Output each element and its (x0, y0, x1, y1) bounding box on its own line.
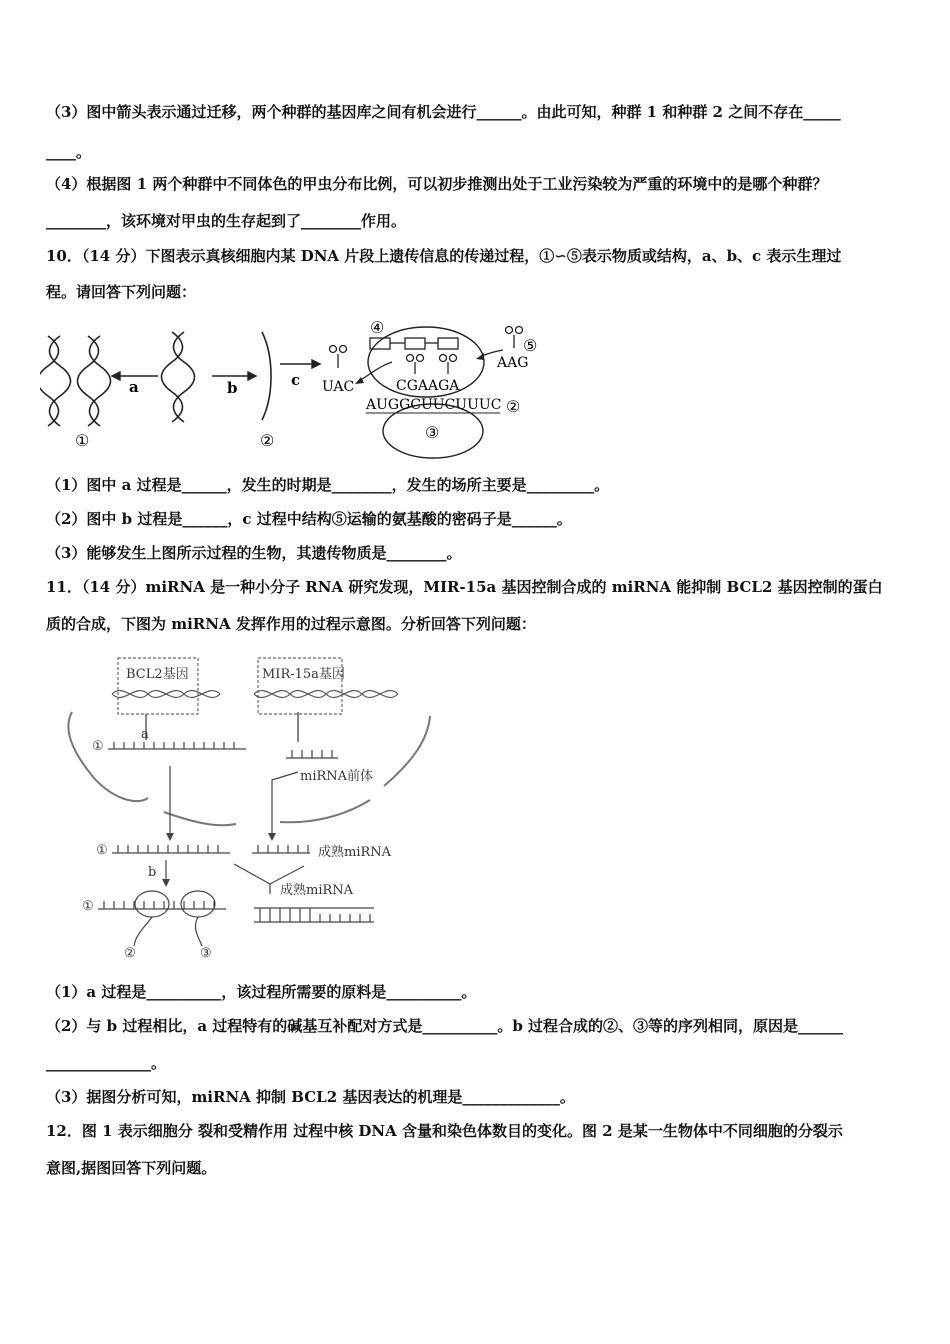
dna-helix-mir (254, 691, 398, 698)
mir15a-gene-label: MIR-15a基因 (262, 667, 345, 682)
mrna-strand-cytoplasm (112, 845, 230, 853)
num-2: ② (260, 431, 275, 450)
q10-part1: （1）图中 a 过程是______，发生的时期是________，发生的场所主要是_________。 (46, 476, 610, 494)
num-4: ④ (370, 318, 385, 337)
q10-part3: （3）能够发生上图所示过程的生物，其遗传物质是________。 (46, 544, 462, 562)
q10-stem-line2: 程。请回答下列问题： (46, 283, 197, 301)
mirna-precursor-strand (286, 750, 338, 758)
anticodon-uac: UAC (322, 379, 355, 395)
dna-helix-bcl2 (112, 691, 220, 698)
label-b: b (227, 379, 238, 397)
q9-part4-line2: ________，该环境对甲虫的生存起到了________作用。 (46, 212, 407, 230)
mirna-precursor-label: miRNA前体 (300, 769, 374, 784)
arrow-b-head (162, 879, 170, 887)
q9-part3-line1: （3）图中箭头表示通过迁移，两个种群的基因库之间有机会进行______。由此可知，种群 1 和种群 2 之间不存在_____ (46, 103, 841, 121)
dna-double-helix-2 (78, 336, 111, 426)
label-a: a (141, 727, 149, 742)
peptide-chain (370, 338, 458, 349)
q11-part3: （3）据图分析可知，miRNA 抑制 BCL2 基因表达的机理是_____________。 (46, 1088, 575, 1106)
arrow-trna-release-head (355, 377, 364, 384)
mrna-sequence: AUGGCUUCUUUC (366, 397, 502, 413)
q11-part1: （1）a 过程是__________，该过程所需要的原料是__________。 (46, 983, 477, 1001)
num-2-ribosome: ② (506, 397, 521, 416)
mature-mirna-label-1: 成熟miRNA (318, 845, 392, 860)
q10-stem-line1: 10．（14 分）下图表示真核细胞内某 DNA 片段上遗传信息的传递过程，①∽⑤表示物质或结构，a、b、c 表示生理过 (46, 247, 842, 265)
mrna-strand-curve (262, 332, 271, 420)
arrow-precursor-head (268, 833, 276, 841)
q9-part4-line1: （4）根据图 1 两个种群中不同体色的甲虫分布比例，可以初步推测出处于工业污染较为严重的环境中的是哪个种群？ (46, 175, 828, 193)
num-1-bottom: ① (82, 899, 94, 914)
num-1-top: ① (92, 739, 104, 754)
num-1-mid: ① (96, 843, 108, 858)
q11-stem-line1: 11．（14 分）miRNA 是一种小分子 RNA 研究发现，MIR-15a 基因控制合成的 miRNA 能抑制 BCL2 基因控制的蛋白 (46, 578, 883, 596)
trna-aag (506, 327, 523, 349)
mrna-with-ribosomes (98, 891, 226, 946)
num-3: ③ (200, 946, 212, 961)
num-1: ① (75, 431, 90, 450)
anticodons-in-ribosome: CGAAGA (396, 378, 460, 394)
anticodon-aag: AAG (497, 355, 529, 371)
dna-double-helix-3 (162, 332, 195, 422)
q12-stem-line2: 意图,据图回答下列问题。 (46, 1159, 217, 1177)
arrow-mrna-export-head (166, 833, 174, 841)
q11-figure (40, 650, 440, 970)
nuclear-envelope-right (384, 716, 430, 786)
q10-part2: （2）图中 b 过程是______，c 过程中结构⑤运输的氨基酸的密码子是______。 (46, 510, 572, 528)
mrna-strand-nucleus (108, 742, 246, 749)
mature-mirna-label-2: 成熟miRNA (280, 883, 354, 898)
dna-double-helix-1 (40, 336, 71, 426)
nuclear-envelope-bottom-right (280, 800, 370, 822)
arrow-precursor-to-mature (272, 772, 298, 835)
mirna-mrna-complex (254, 908, 374, 922)
num-3: ③ (425, 423, 440, 442)
label-c: c (291, 371, 301, 389)
arrow-trna-enter-head (476, 353, 484, 360)
q10-figure (40, 314, 540, 464)
q11-stem-line2: 质的合成，下图为 miRNA 发挥作用的过程示意图。分析回答下列问题： (46, 615, 536, 633)
q11-part2-line1: （2）与 b 过程相比，a 过程特有的碱基互补配对方式是__________。b 过程合成的②、③等的序列相同，原因是______ (46, 1017, 844, 1035)
q12-stem-line1: 12．图 1 表示细胞分 裂和受精作用 过程中核 DNA 含量和染色体数目的变化。图 2 是某一生物体中不同细胞的分裂示 (46, 1122, 843, 1140)
num-2: ② (124, 946, 136, 961)
nuclear-envelope-bottom-left (164, 812, 236, 825)
trna-uac (330, 346, 347, 369)
nuclear-envelope-left (68, 712, 148, 801)
bcl2-gene-label: BCL2基因 (126, 667, 189, 682)
num-5: ⑤ (523, 336, 538, 355)
mature-mirna-strand-1 (252, 845, 310, 853)
label-a: a (129, 378, 139, 396)
arrow-c (280, 360, 320, 368)
q11-part2-line2: ______________。 (46, 1054, 167, 1072)
label-b: b (148, 865, 157, 880)
trna-in-ribosome (407, 355, 457, 375)
q9-part3-line2: ____。 (46, 143, 92, 161)
arrow-mirna-combine (234, 864, 304, 884)
